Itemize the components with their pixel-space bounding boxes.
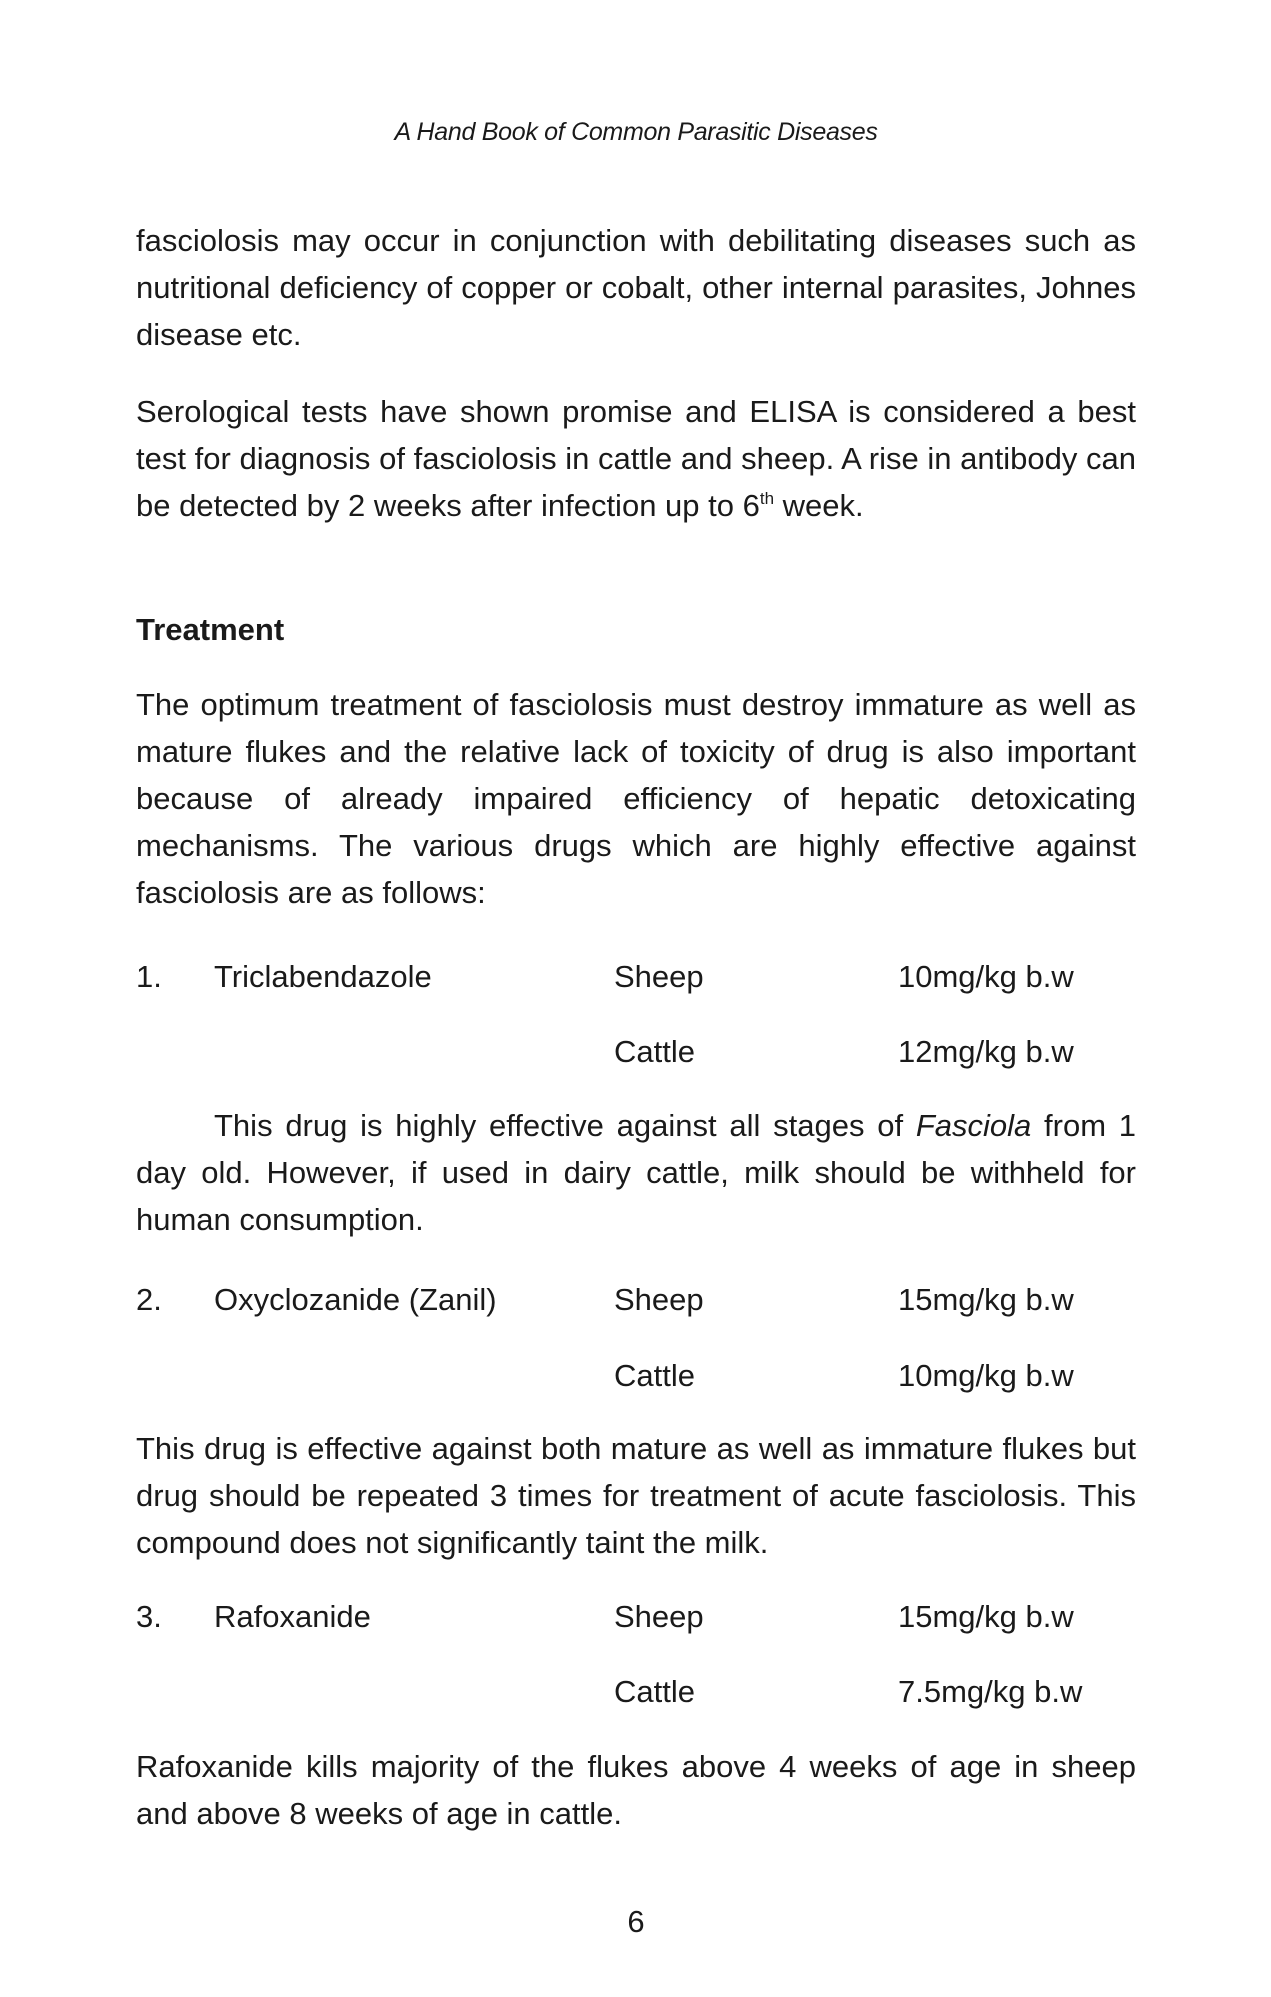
paragraph-serology-end: week. (774, 488, 864, 523)
paragraph-triclabendazole (136, 1102, 1136, 1243)
dose-value: 15mg/kg b.w (898, 1599, 1074, 1634)
section-heading-treatment: Treatment (136, 612, 285, 647)
page-number: 6 (627, 1904, 645, 1939)
drug-row (136, 1668, 1136, 1715)
species-label: Cattle (614, 1674, 695, 1709)
paragraph-comorbidities: fasciolosis may occur in conjunction with debilitating diseases such as nutritional deficiency of copper or cobalt, other internal parasites, Johnes disease etc. (136, 223, 1136, 352)
genus-name: Fasciola (915, 1108, 1032, 1143)
dose-value: 10mg/kg b.w (898, 1358, 1074, 1393)
drug-row (136, 1593, 1136, 1640)
paragraph-rafoxanide: Rafoxanide kills majority of the flukes above 4 weeks of age in sheep and above 8 weeks of age in cattle. (136, 1749, 1136, 1831)
drug-row (136, 1352, 1136, 1399)
species-label: Cattle (614, 1034, 695, 1069)
dose-value: 15mg/kg b.w (898, 1282, 1074, 1317)
drug-number: 2. (136, 1282, 162, 1317)
drug-row (136, 1028, 1136, 1075)
paragraph-oxyclozanide: This drug is effective against both mature as well as immature flukes but drug should be repeated 3 times for treatment of acute fasciolosis. This compound does not significantly taint the milk. (136, 1431, 1136, 1560)
dose-value: 7.5mg/kg b.w (898, 1674, 1083, 1709)
dose-value: 12mg/kg b.w (898, 1034, 1074, 1069)
drug-number: 3. (136, 1599, 162, 1634)
ordinal-suffix: th (759, 489, 775, 508)
paragraph-treatment-intro: The optimum treatment of fasciolosis must destroy immature as well as mature flukes and the relative lack of toxicity of drug is also important because of already impaired efficiency of hepatic detoxicating mechanisms. The various drugs which are highly effective against fasciolosis are as follows: (136, 687, 1136, 910)
paragraph-triclabendazole-text: This drug is highly effective against all stages of (214, 1108, 916, 1143)
running-header: A Hand Book of Common Parasitic Diseases (394, 118, 878, 146)
drug-row (136, 1276, 1136, 1323)
paragraph-triclabendazole-end: from 1 day old. However, if used in dairy cattle, milk should be withheld for human consumption. (136, 1108, 1137, 1237)
species-label: Sheep (614, 959, 704, 994)
paragraph-serology-text: Serological tests have shown promise and ELISA is considered a best test for diagnosis of fasciolosis in cattle and sheep. A rise in antibody can be detected by 2 weeks after infection up to 6 (136, 394, 1136, 523)
species-label: Sheep (614, 1282, 704, 1317)
drug-row (136, 953, 1136, 1000)
paragraph-serology (136, 388, 1136, 529)
species-label: Cattle (614, 1358, 695, 1393)
drug-name: Rafoxanide (214, 1599, 371, 1634)
drug-name: Triclabendazole (214, 959, 432, 994)
drug-number: 1. (136, 959, 162, 994)
species-label: Sheep (614, 1599, 704, 1634)
drug-name: Oxyclozanide (Zanil) (214, 1282, 497, 1317)
dose-value: 10mg/kg b.w (898, 959, 1074, 994)
